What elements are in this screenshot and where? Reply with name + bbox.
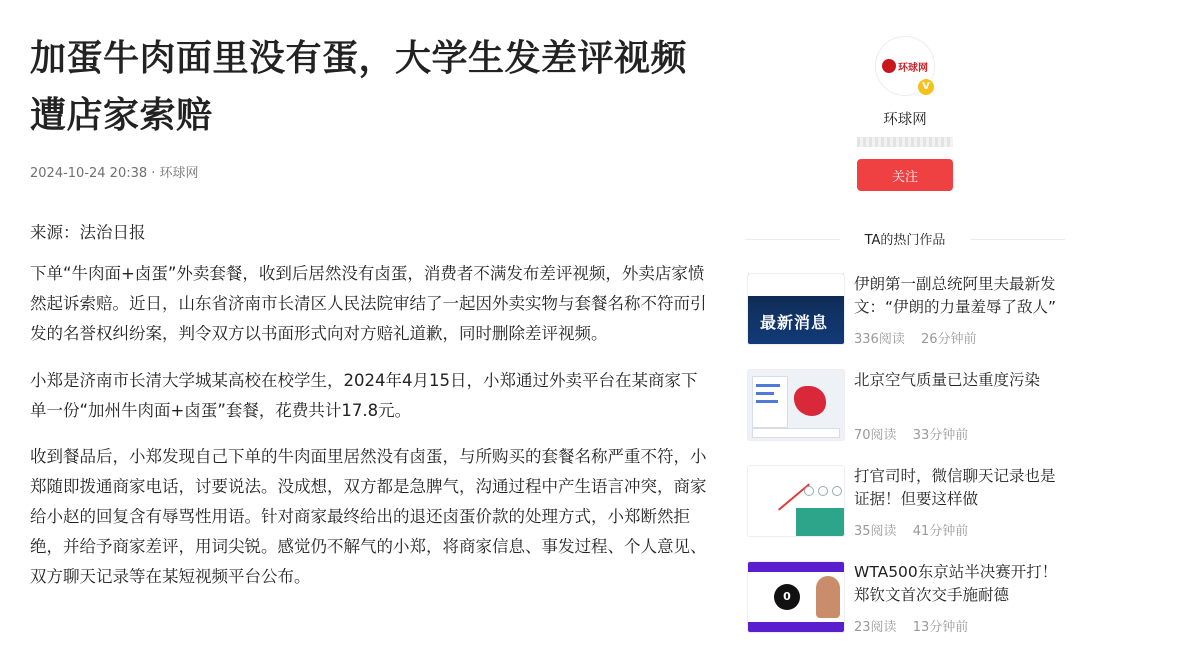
divider [970,239,1065,240]
hot-works-header [745,229,1065,249]
dashboard-footer [752,428,840,438]
hot-work-stats [854,520,968,539]
hot-work-thumbnail[interactable] [747,465,845,537]
hot-work-item[interactable] [745,551,1065,647]
article-meta: 2024-10-24 20:38 · 环球网 [30,166,199,181]
publish-time: 13分钟前 [912,620,969,635]
article-paragraph: 小郑是济南市长清大学城某高校在校学生，2024年4月15日，小郑通过外卖平台在某商家下单一份“加州牛肉面+卤蛋”套餐，花费共计17.8元。 [30,370,698,420]
divider [745,239,840,240]
follow-button[interactable]: 关注 [857,159,953,191]
hot-work-title[interactable]: 北京空气质量已达重度污染 [854,371,1041,389]
thumbnail-headline: 最新消息 [760,313,829,332]
logo-text: 环球网 [898,62,928,74]
air-quality-map [794,386,826,416]
author-avatar[interactable] [875,36,935,96]
dashboard-bar [756,392,774,395]
article [30,30,710,609]
hot-works-title: TA的热门作品 [864,233,946,248]
read-count: 336阅读 [854,332,905,347]
hot-work-item[interactable] [745,359,1065,455]
article-paragraph: 收到餐品后，小郑发现自己下单的牛肉面里居然没有卤蛋，与所购买的套餐名称严重不符，小郑随即拨通商家电话，讨要说法。没成想，双方都是急脾气，沟通过程中产生语言冲突，商家给小赵的回复含有辱骂性用语。针对商家最终给出的退还卤蛋价款的处理方式，小郑断然拒绝，并给予商家差评，用词尖锐。感觉仍不解气的小郑，将商家信息、事发过程、个人意见、双方聊天记录等在某短视频平台公布。 [30,447,707,586]
diagram-panel [796,508,844,536]
huanqiu-logo [882,59,928,74]
author-name[interactable]: 环球网 [883,112,927,128]
hot-work-item[interactable] [745,455,1065,551]
diagram-node [804,486,814,496]
verified-badge-icon: V [916,77,936,97]
hot-work-stats [854,616,968,635]
hot-work-thumbnail[interactable] [747,369,845,441]
author-card [745,36,1065,191]
thumbnail-banner [748,274,844,296]
author-description-blurred [857,137,953,147]
diagram-node [832,486,842,496]
read-count: 70阅读 [854,428,897,443]
globe-icon [882,59,896,73]
hot-work-stats [854,328,977,347]
hot-work-thumbnail[interactable] [747,561,845,633]
diagram-node [818,486,828,496]
hot-works-list [745,263,1065,647]
read-count: 35阅读 [854,524,897,539]
publish-time: 33分钟前 [912,428,969,443]
article-paragraph: 下单“牛肉面+卤蛋”外卖套餐，收到后居然没有卤蛋，消费者不满发布差评视频，外卖店家愤然起诉索赔。近日，山东省济南市长清区人民法院审结了一起因外卖实物与套餐名称不符而引发的名誉权纠纷案，判令双方以书面形式向对方赔礼道歉，同时删除差评视频。 [30,264,707,343]
hot-work-title[interactable]: 打官司时，微信聊天记录也是证据！但要这样做 [854,467,1056,508]
hot-work-title[interactable]: 伊朗第一副总统阿里夫最新发文：“伊朗的力量羞辱了敌人” [854,275,1057,316]
article-source: 来源：法治日报 [30,223,146,242]
thumbnail-badge: 0 [774,584,800,610]
hot-work-title[interactable]: WTA500东京站半决赛开打！郑钦文首次交手施耐德 [854,563,1058,604]
dashboard-bar [756,384,780,387]
sidebar [745,36,1065,647]
article-title: 加蛋牛肉面里没有蛋，大学生发差评视频遭店家索赔 [30,38,688,136]
player-photo [816,576,840,618]
dashboard-bar [756,400,778,403]
hot-work-item[interactable] [745,263,1065,359]
hot-work-stats [854,424,968,443]
publish-time: 41分钟前 [912,524,969,539]
publish-time: 26分钟前 [920,332,977,347]
hot-work-thumbnail[interactable] [747,273,845,345]
read-count: 23阅读 [854,620,897,635]
